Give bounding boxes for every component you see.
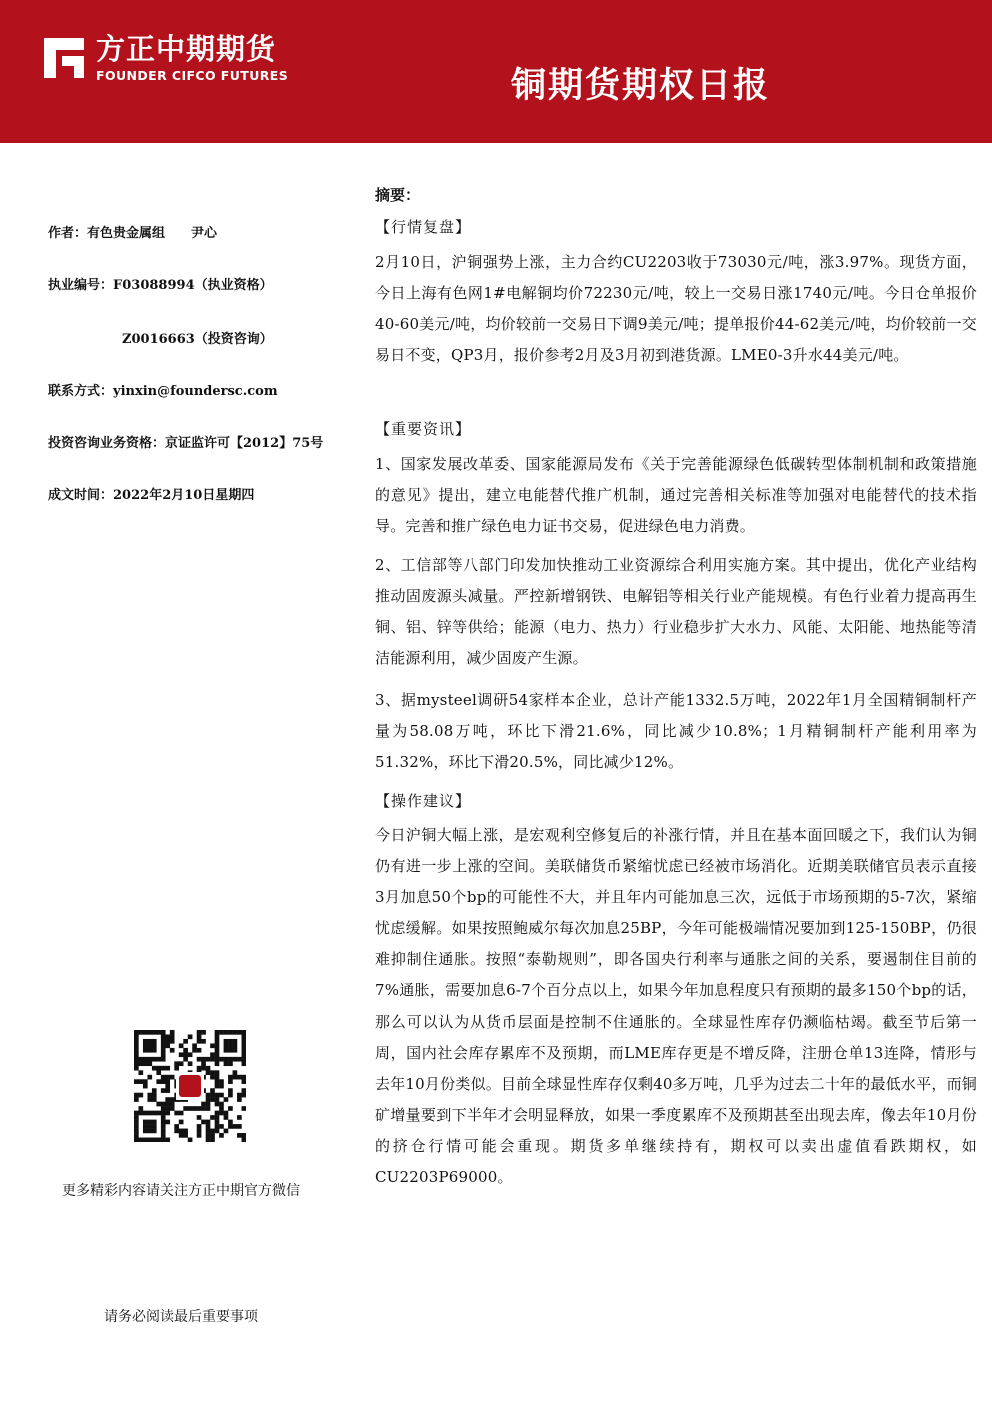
author-label: 作者： [48, 226, 88, 241]
wechat-qr-code-icon [134, 1030, 246, 1142]
report-header [0, 0, 992, 143]
news-item-1: 1、国家发展改革委、国家能源局发布《关于完善能源绿色低碳转型体制机制和政策措施的意见》提出，建立电能替代推广机制，通过完善相关标准等加强对电能替代的技术指导。完善和推广绿色电力证书交易，促进绿色电力消费。 [375, 455, 977, 536]
founder-logo-icon [40, 34, 88, 82]
section-market-review-title: 【行情复盘】 [375, 218, 472, 236]
section-advice-title: 【操作建议】 [375, 792, 472, 810]
license-value-2: Z0016663（投资咨询） [122, 332, 273, 347]
contact-label: 联系方式： [48, 384, 114, 399]
section-news-title: 【重要资讯】 [375, 420, 472, 438]
qr-caption: 更多精彩内容请关注方正中期官方微信 [62, 1183, 300, 1199]
report-title: 铜期货期权日报 [510, 65, 770, 106]
license-value-1: F03088994（执业资格） [113, 278, 273, 293]
author-value: 有色贵金属组 尹心 [87, 226, 218, 241]
logo-english-name: FOUNDER CIFCO FUTURES [96, 68, 289, 83]
date-row [48, 484, 254, 503]
summary-heading: 摘要： [375, 186, 421, 204]
company-logo[interactable] [40, 32, 288, 83]
author-row [48, 222, 217, 241]
date-label: 成文时间： [48, 488, 114, 503]
news-item-3: 3、据mysteel调研54家样本企业，总计产能1332.5万吨，2022年1月全国精铜制杆产量为58.08万吨，环比下滑21.6%，同比减少10.8%；1月精铜制杆产能利用率为51.32%，环比下滑20.5%，同比减少12%。 [375, 691, 977, 772]
qualification-row [48, 432, 323, 451]
license-label: 执业编号： [48, 278, 114, 293]
qualification-label: 投资咨询业务资格： [48, 436, 166, 451]
section-advice-text: 今日沪铜大幅上涨，是宏观利空修复后的补涨行情，并且在基本面回暖之下，我们认为铜仍有进一步上涨的空间。美联储货币紧缩忧虑已经被市场消化。近期美联储官员表示直接3月加息50个bp的可能性不大，并且年内可能加息三次，远低于市场预期的5-7次，紧缩忧虑缓解。如果按照鲍威尔每次加息25BP，今年可能极端情况要加到125-150BP，仍很难抑制住通胀。按照“泰勒规则”，即各国央行利率与通胀之间的关系，要遏制住目前的7%通胀，需要加息6-7个百分点以上，如果今年加息程度只有预期的最多150个bp的话，那么可以认为从货币层面是控制不住通胀的。全球显性库存仍濒临枯竭。截至节后第一周，国内社会库存累库不及预期，而LME库存更是不增反降，注册仓单13连降，情形与去年10月份类似。目前全球显性库存仅剩40多万吨，几乎为过去二十年的最低水平，而铜矿增量要到下半年才会明显释放，如果一季度累库不及预期甚至出现去库，像去年10月份的挤仓行情可能会重现。期货多单继续持有，期权可以卖出虚值看跌期权，如CU2203P69000。 [375, 826, 977, 1187]
license-row [48, 274, 273, 293]
qualification-value: 京证监许可【2012】75号 [165, 436, 324, 451]
news-item-2: 2、工信部等八部门印发加快推动工业资源综合利用实施方案。其中提出，优化产业结构推动固废源头减量。严控新增钢铁、电解铝等相关行业产能规模。有色行业着力提高再生铜、铝、锌等供给；能源（电力、热力）行业稳步扩大水力、风能、太阳能、地热能等清洁能源利用，减少固废产生源。 [375, 556, 977, 668]
contact-email[interactable]: yinxin@foundersc.com [113, 384, 278, 399]
wechat-qr-code[interactable] [134, 1030, 246, 1142]
logo-text [96, 32, 288, 83]
section-market-review-text: 2月10日，沪铜强势上涨，主力合约CU2203收于73030元/吨，涨3.97%。现货方面，今日上海有色网1#电解铜均价72230元/吨，较上一交易日涨1740元/吨。今日仓单报价40-60美元/吨，均价较前一交易日下调9美元/吨；提单报价44-62美元/吨，均价较前一交易日不变，QP3月，报价参考2月及3月初到港货源。LME0-3升水44美元/吨。 [375, 253, 977, 365]
contact-row [48, 380, 278, 399]
disclaimer-notice[interactable]: 请务必阅读最后重要事项 [104, 1309, 258, 1325]
license-row-2 [122, 328, 273, 347]
date-value: 2022年2月10日星期四 [113, 488, 255, 503]
logo-chinese-name: 方正中期期货 [96, 32, 277, 66]
